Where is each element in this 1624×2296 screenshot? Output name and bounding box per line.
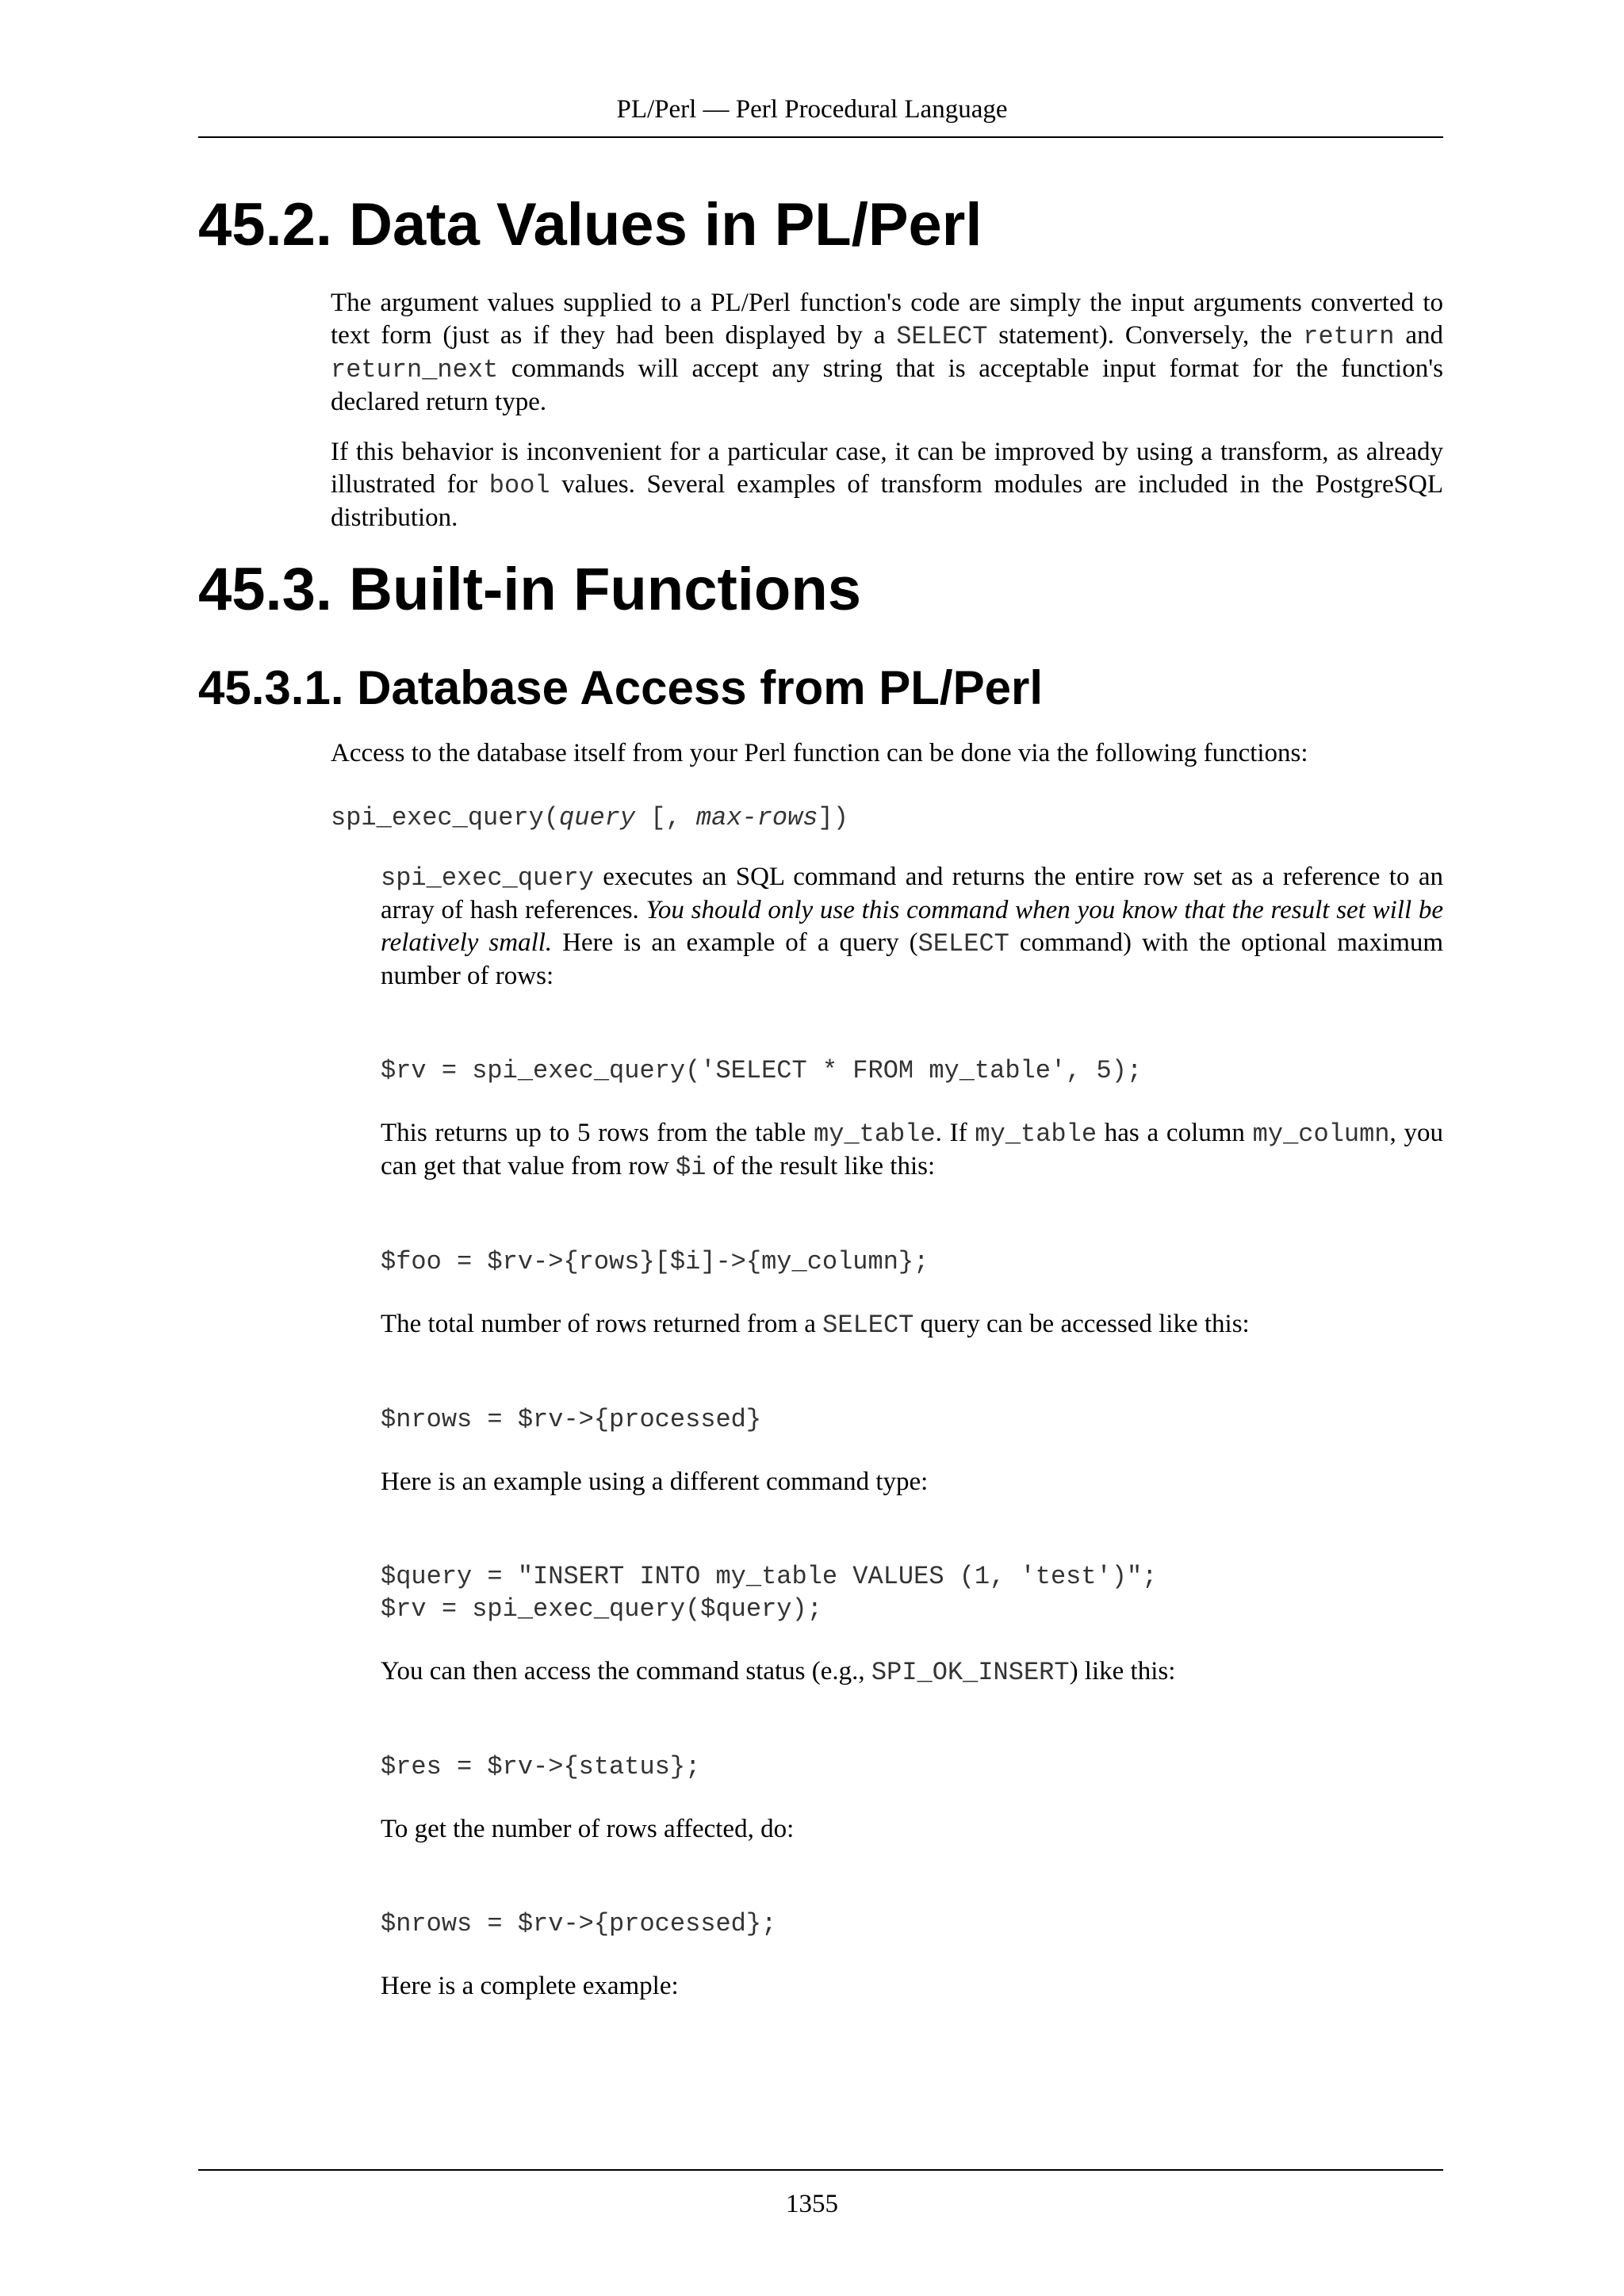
paragraph: You can then access the command status (e.g., SPI_OK_INSERT) like this: [381, 1657, 1176, 1687]
inline-code: spi_exec_query [381, 863, 594, 893]
header-rule [198, 136, 1443, 138]
inline-code: my_table [975, 1119, 1097, 1149]
paragraph: To get the number of rows affected, do: [381, 1815, 795, 1843]
code-block: $res = $rv->{status}; [381, 1752, 701, 1781]
paragraph: This returns up to 5 rows from the table my_table. If my_table has a column my_column, you can get that value from row $i of the result like this: [381, 1119, 1444, 1182]
inline-code: bool [488, 471, 550, 500]
code-block: $foo = $rv->{rows}[$i]->{my_column}; [381, 1247, 929, 1276]
inline-code: SELECT [822, 1311, 914, 1340]
section-heading-45-2: 45.2. Data Values in PL/Perl [198, 191, 982, 258]
section-heading-45-3-1: 45.3.1. Database Access from PL/Perl [198, 661, 1043, 714]
inline-code: $i [676, 1153, 707, 1182]
paragraph: The total number of rows returned from a SELECT query can be accessed like this: [381, 1310, 1250, 1340]
section-45-3-1-body [331, 737, 1443, 834]
footer-rule [198, 2169, 1443, 2171]
page-number: 1355 [786, 2190, 838, 2218]
inline-code: SELECT [917, 929, 1009, 959]
inline-code: SPI_OK_INSERT [871, 1658, 1070, 1687]
page-body [198, 187, 1443, 2003]
paragraph: Here is an example using a different command type: [381, 1468, 929, 1496]
inline-code: return [1303, 322, 1395, 351]
inline-code: SELECT [896, 322, 988, 351]
section-45-2-body [331, 287, 1443, 534]
paragraph: Here is a complete example: [381, 1972, 679, 2000]
paragraph: If this behavior is inconvenient for a particular case, it can be improved by using a transform, as already illustrated for bool values. Several examples of transform modules are included in the PostgreSQL distribution. [331, 438, 1443, 532]
section-heading-45-3: 45.3. Built-in Functions [198, 556, 862, 623]
function-signature: spi_exec_query(query [, max-rows]) [331, 803, 848, 832]
code-block: $nrows = $rv->{processed} [381, 1405, 762, 1434]
function-description [381, 861, 1443, 2003]
paragraph: Access to the database itself from your Perl function can be done via the following functions: [331, 739, 1308, 767]
inline-code: my_table [814, 1119, 936, 1149]
inline-code: my_column [1252, 1119, 1390, 1149]
paragraph: The argument values supplied to a PL/Perl function's code are simply the input arguments converted to text form (just as if they had been displayed by a SELECT statement). Conversely, the return and return_next commands will accept any string that is acceptable input format for the function's declared return type. [331, 289, 1443, 416]
code-block: $nrows = $rv->{processed}; [381, 1909, 777, 1938]
paragraph: spi_exec_query executes an SQL command and returns the entire row set as a reference to an array of hash references. You should only use this command when you know that the result set will be relatively small. Here is an example of a query (SELECT command) with the optional maximum number of rows: [381, 863, 1444, 990]
running-header: PL/Perl — Perl Procedural Language [616, 95, 1008, 124]
code-block: $query = "INSERT INTO my_table VALUES (1, 'test')"; $rv = spi_exec_query($query); [381, 1562, 1158, 1624]
code-block: $rv = spi_exec_query('SELECT * FROM my_table', 5); [381, 1056, 1143, 1085]
inline-code: return_next [331, 355, 499, 385]
